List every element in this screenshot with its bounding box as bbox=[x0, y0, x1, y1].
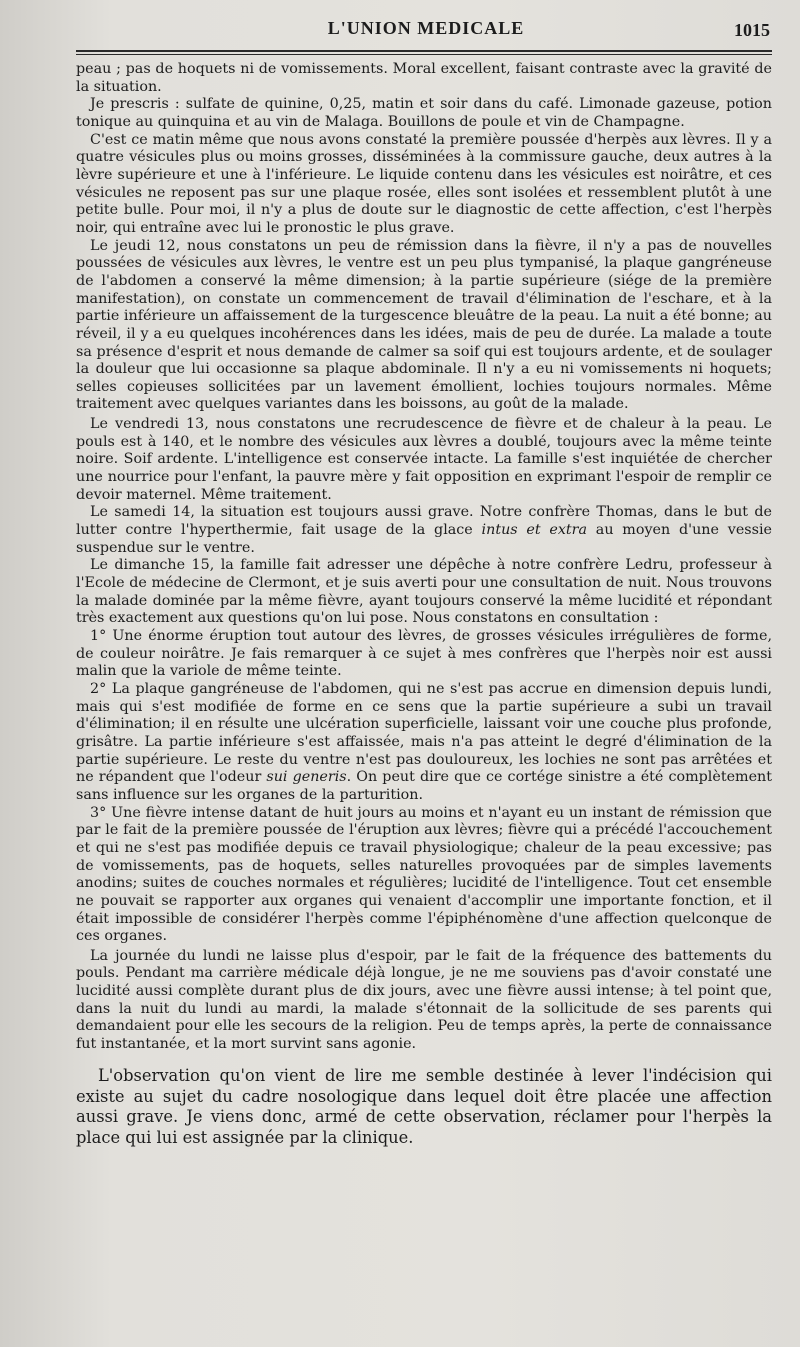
paragraph: Je prescris : sulfate de quinine, 0,25, matin et soir dans du café. Limonade gazeuse, potion tonique au quinquina et au vin de Malaga. Bouillons de poule et vin de Champagne. bbox=[76, 96, 772, 130]
conclusion-paragraph: L'observation qu'on vient de lire me semble destinée à lever l'indécision qui existe au sujet du cadre nosologique dans lequel doit être placée une affection aussi grave. Je viens donc, armé de cette observation, réclamer pour l'herpès la place qui lui est assignée par la clinique. bbox=[76, 1065, 772, 1148]
paragraph: peau ; pas de hoquets ni de vomissements. Moral excellent, faisant contraste avec la gravité de la situation. bbox=[76, 61, 772, 95]
paragraph: 1° Une énorme éruption tout autour des lèvres, de grosses vésicules irrégulières de forme, de couleur noirâtre. Je fais remarquer à ce sujet à mes confrères que l'herpès noir est aussi malin que la variole de même teinte. bbox=[76, 628, 772, 680]
paragraph: C'est ce matin même que nous avons constaté la première poussée d'herpès aux lèvres. Il y a quatre vésicules plus ou moins grosses, disséminées à la commissure gauche, deux autres à la lèvre supérieure et une à l'inférieure. Le liquide contenu dans les vésicules est noirâtre, et ces vésicules ne reposent pas sur une plaque rosée, elles sont isolées et ressemblent plutôt à une petite bulle. Pour moi, il n'y a plus de doute sur le diagnostic de cette affection, c'est l'herpès noir, qui entraîne avec lui le pronostic le plus grave. bbox=[76, 131, 772, 236]
paragraph: Le dimanche 15, la famille fait adresser une dépêche à notre confrère Ledru, professeur à l'Ecole de médecine de Clermont, et je suis averti pour une consultation de nuit. Nous trouvons la malade dominée par la même fièvre, ayant toujours conservé la même lucidité et répondant très exactement aux questions qu'on lui pose. Nous constatons en consultation : bbox=[76, 557, 772, 627]
article-body bbox=[76, 61, 776, 1054]
running-header bbox=[76, 14, 776, 42]
paragraph: Le vendredi 13, nous constatons une recrudescence de fièvre et de chaleur à la peau. Le pouls est à 140, et le nombre des vésicules aux lèvres a doublé, toujours avec la même teinte noire. Soif ardente. L'intelligence est conservée intacte. La famille s'est inquiétée de chercher une nourrice pour l'enfant, la pauvre mère y fait opposition en exprimant l'espoir de remplir ce devoir maternel. Même traitement. bbox=[76, 416, 772, 503]
paragraph: La journée du lundi ne laisse plus d'espoir, par le fait de la fréquence des battements du pouls. Pendant ma carrière médicale déjà longue, je ne me souviens pas d'avoir constaté une lucidité aussi complète durant plus de dix jours, avec une fièvre aussi intense; à tel point que, dans la nuit du lundi au mardi, la malade s'étonnait de la sollicitude de ses parents qui demandaient pour elle les secours de la religion. Peu de temps après, la perte de connaissance fut instantanée, et la mort survint sans agonie. bbox=[76, 947, 772, 1053]
paragraph: 3° Une fièvre intense datant de huit jours au moins et n'ayant eu un instant de rémission que par le fait de la première poussée de l'éruption aux lèvres; fièvre qui a précédé l'accouchement et qui ne s'est pas modifiée depuis ce travail physiologique; chaleur de la peau excessive; pas de vomissements, pas de hoquets, selles naturelles provoquées par de simples lavements anodins; suites de couches normales et régulières; lucidité de l'intelligence. Tout cet ensemble ne pouvait se rapporter aux organes qui venaient d'accomplir une importante fonction, et il était impossible de considérer l'herpès comme l'épiphénomène d'une affection quelconque de ces organes. bbox=[76, 804, 772, 945]
paragraph: Le jeudi 12, nous constatons un peu de rémission dans la fièvre, il n'y a pas de nouvelles poussées de vésicules aux lèvres, le ventre est un peu plus tympanisé, la plaque gangréneuse de l'abdomen a conservé la même dimension; à la partie supérieure (siége de la première manifestation), on constate un commencement de travail d'élimination de l'eschare, et à la partie inférieure un affaissement de la turgescence bleuâtre de la peau. La nuit a été bonne; au réveil, il y a eu quelques incohérences dans les idées, mais de peu de durée. La malade a toute sa présence d'esprit et nous demande de calmer sa soif qui est toujours ardente, et de soulager la douleur que lui occasionne sa plaque abdominale. Il n'y a eu ni vomissements ni hoquets; selles copieuses sollicitées par un lavement émollient, lochies toujours normales. Même traitement avec quelques variantes dans les boissons, au goût de la malade. bbox=[76, 237, 772, 413]
journal-title: L'UNION MEDICALE bbox=[327, 18, 525, 38]
paragraph: Le samedi 14, la situation est toujours aussi grave. Notre confrère Thomas, dans le but de lutter contre l'hyperthermie, fait usage de la glace intus et extra au moyen d'une vessie suspendue sur le ventre. bbox=[76, 504, 772, 556]
paragraph: 2° La plaque gangréneuse de l'abdomen, qui ne s'est pas accrue en dimension depuis lundi, mais qui s'est modifiée de forme en ce sens que la partie supérieure a subi un travail d'élimination; il en résulte une ulcération superficielle, laissant voir une couche plus profonde, grisâtre. La partie inférieure s'est affaissée, mais n'a pas atteint le degré d'élimination de la partie supérieure. Le reste du ventre n'est pas douloureux, les lochies ne sont pas arrêtées et ne répandent que l'odeur sui generis. On peut dire que ce cortége sinistre a été complètement sans influence sur les organes de la parturition. bbox=[76, 680, 773, 803]
conclusion bbox=[76, 1066, 776, 1149]
page-number: 1015 bbox=[734, 20, 770, 40]
header-rule bbox=[76, 50, 772, 55]
